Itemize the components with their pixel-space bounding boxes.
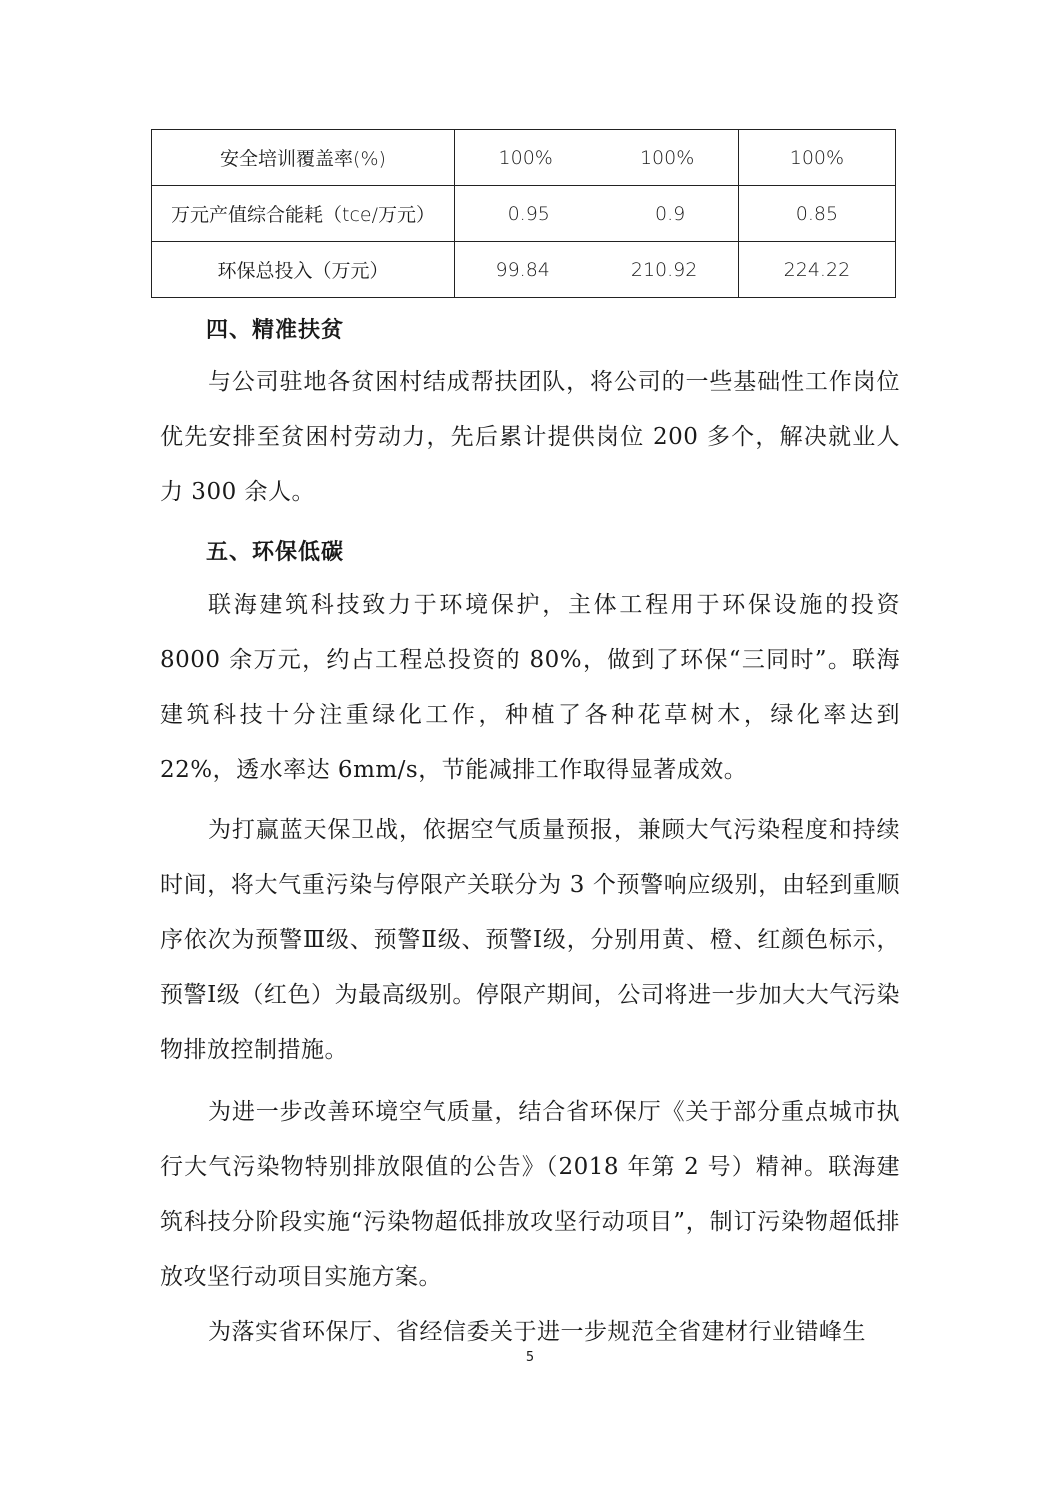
table-cell-pair bbox=[455, 130, 739, 186]
table-row bbox=[152, 242, 896, 298]
paragraph-environment-2: 为打赢蓝天保卫战，依据空气质量预报，兼顾大气污染程度和持续时间，将大气重污染与停限产关联分为 3 个预警响应级别，由轻到重顺序依次为预警Ⅲ级、预警Ⅱ级、预警Ⅰ级，分别用黄、橙、红颜色标示，预警Ⅰ级（红色）为最高级别。停限产期间，公司将进一步加大大气污染物排放控制措施。 bbox=[160, 817, 900, 1063]
table-cell: 224.22 bbox=[738, 242, 895, 298]
table-cell-pair bbox=[455, 242, 739, 298]
indicator-table bbox=[151, 129, 896, 298]
paragraph-environment-4: 为落实省环保厅、省经信委关于进一步规范全省建材行业错峰生 bbox=[208, 1319, 866, 1345]
table-cell: 0.85 bbox=[738, 186, 895, 242]
table-cell: 100% bbox=[498, 146, 553, 169]
table-row bbox=[152, 130, 896, 186]
table-cell: 0.95 bbox=[507, 202, 550, 225]
paragraph-poverty: 与公司驻地各贫困村结成帮扶团队，将公司的一些基础性工作岗位优先安排至贫困村劳动力，先后累计提供岗位 200 多个，解决就业人力 300 余人。 bbox=[160, 369, 900, 505]
row-label: 万元产值综合能耗（tce/万元） bbox=[152, 186, 455, 242]
table-cell: 99.84 bbox=[495, 258, 550, 281]
table-row bbox=[152, 186, 896, 242]
table-cell: 0.9 bbox=[655, 202, 686, 225]
table-cell: 100% bbox=[738, 130, 895, 186]
table-cell-pair bbox=[455, 186, 739, 242]
table-cell: 210.92 bbox=[630, 258, 698, 281]
row-label: 环保总投入（万元） bbox=[152, 242, 455, 298]
paragraph-environment-3: 为进一步改善环境空气质量，结合省环保厅《关于部分重点城市执行大气污染物特别排放限值的公告》（2018 年第 2 号）精神。联海建筑科技分阶段实施“污染物超低排放攻坚行动项目”，制订污染物超低排放攻坚行动项目实施方案。 bbox=[160, 1099, 900, 1290]
table-cell: 100% bbox=[639, 146, 695, 169]
row-label: 安全培训覆盖率(%) bbox=[152, 130, 455, 186]
paragraph-environment-1: 联海建筑科技致力于环境保护，主体工程用于环保设施的投资 8000 余万元，约占工程总投资的 80%，做到了环保“三同时”。联海建筑科技十分注重绿化工作，种植了各种花草树木，绿化率达到 22%，透水率达 6mm/s，节能减排工作取得显著成效。 bbox=[160, 592, 900, 783]
section-heading-environment: 五、环保低碳 bbox=[206, 540, 345, 565]
section-heading-poverty: 四、精准扶贫 bbox=[206, 318, 345, 343]
page-number: 5 bbox=[525, 1350, 535, 1365]
